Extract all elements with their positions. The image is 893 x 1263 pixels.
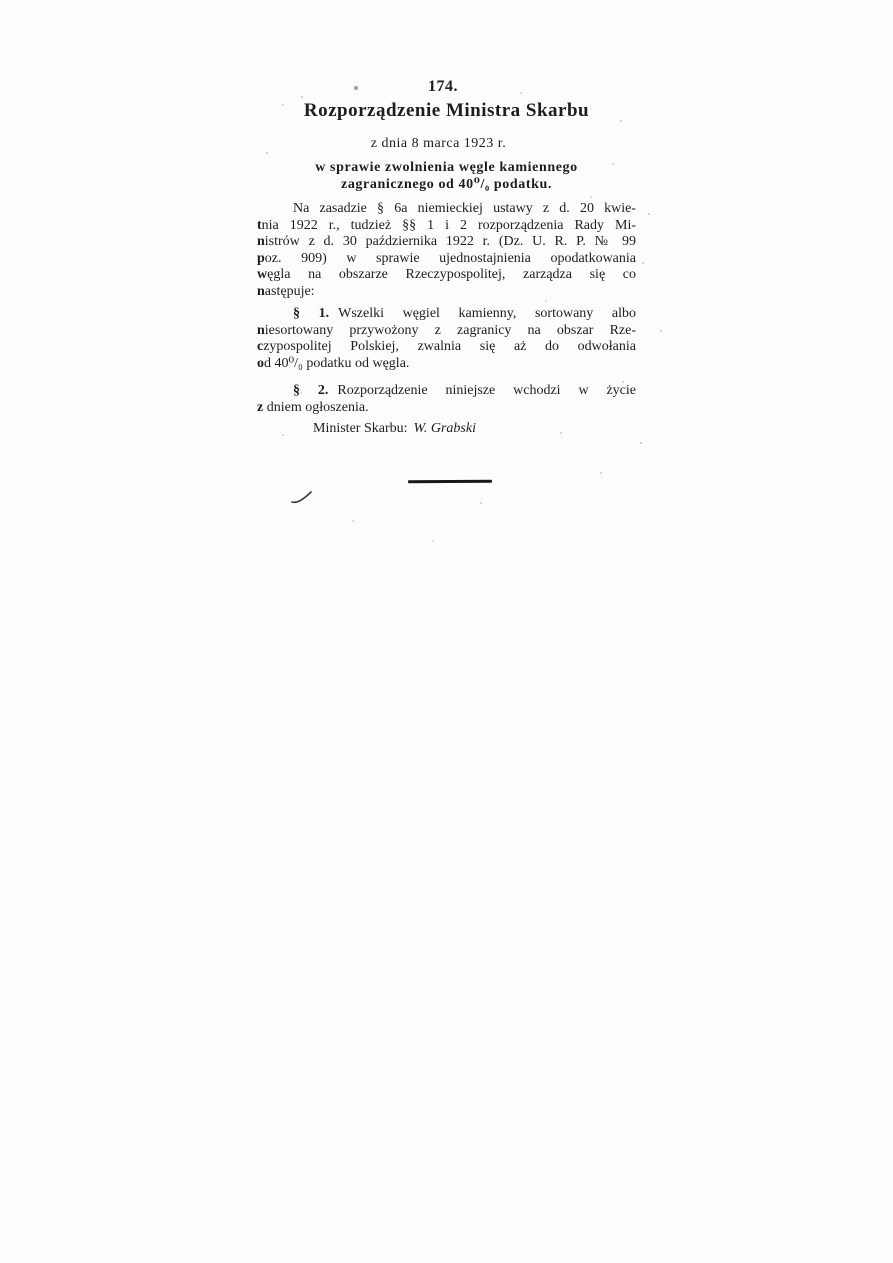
text-line: od 40⁰/₀ podatku od węgla.	[257, 355, 410, 371]
section-marker: § 2.	[293, 383, 329, 398]
text-line: węgla na obszarze Rzeczypospolitej, zarządza się co	[257, 267, 636, 283]
text-line: czypospolitej Polskiej, zwalnia się aż do odwołania	[257, 339, 636, 355]
text-line: niesortowany przywożony z zagranicy na obszar Rze-	[257, 322, 636, 338]
document-title: Rozporządzenie Ministra Skarbu	[303, 100, 590, 121]
text-line: Na zasadzie § 6a niemieckiej ustawy z d. 20 kwie-	[293, 201, 636, 216]
pen-mark	[291, 489, 315, 504]
text-line: poz. 909) w sprawie ujednostajnienia opodatkowania	[257, 250, 636, 266]
signature-name: W. Grabski	[413, 421, 476, 436]
end-rule	[408, 480, 492, 484]
section-text: Rozporządzenie niniejsze wchodzi w życie	[337, 383, 636, 398]
signature-label: Minister Skarbu:	[313, 421, 408, 436]
signature-line	[257, 421, 636, 437]
article-number: 174.	[428, 78, 458, 95]
text-line: nistrów z d. 30 października 1922 r. (Dz. U. R. P. № 99	[257, 234, 636, 250]
section-2-paragraph	[257, 383, 636, 416]
text-line: z dniem ogłoszenia.	[257, 399, 369, 415]
subject-line: zagranicznego od 40⁰/₀ podatku.	[341, 177, 552, 192]
subject-line: w sprawie zwolnienia węgle kamiennego	[315, 160, 578, 175]
text-line: tnia 1922 r., tudzież §§ 1 i 2 rozporządzenia Rady Mi-	[257, 217, 636, 233]
date-line: z dnia 8 marca 1923 r.	[370, 136, 507, 151]
section-marker: § 1.	[293, 306, 330, 321]
scan-speckles	[0, 0, 2, 2]
preamble-paragraph	[257, 201, 636, 301]
subject-heading	[257, 159, 636, 193]
text-line: następuje:	[257, 283, 315, 299]
section-text: Wszelki węgiel kamienny, sortowany albo	[338, 306, 636, 321]
text-line	[257, 306, 636, 323]
section-1-paragraph	[257, 306, 636, 372]
text-line	[257, 383, 636, 400]
